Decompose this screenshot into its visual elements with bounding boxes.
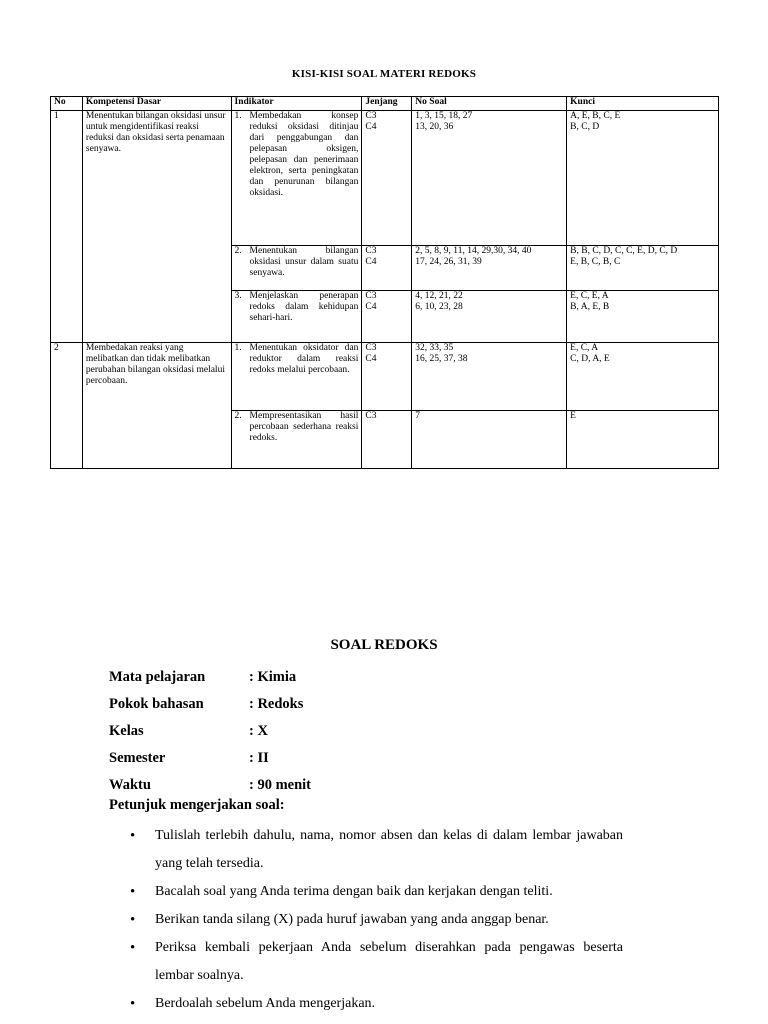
kunci-value: C, D, A, E	[570, 354, 610, 364]
kompetensi-cell: Menentukan bilangan oksidasi unsur untuk mengidentifikasi reaksi reduksi dan oksidasi serta penamaan senyawa.	[82, 111, 231, 343]
kunci-value: E, C, A	[570, 343, 599, 353]
meta-label: Waktu	[109, 777, 151, 793]
indikator-number: 2.	[234, 246, 242, 256]
indikator-cell	[231, 291, 362, 343]
jenjang-cell	[362, 343, 412, 411]
indikator-cell	[231, 411, 362, 469]
jenjang-value: C3	[365, 343, 377, 353]
no-soal-cell	[412, 246, 567, 291]
no-soal-cell	[412, 411, 567, 469]
kunci-cell	[567, 411, 719, 469]
row-no: 1	[51, 111, 83, 343]
indikator-cell	[231, 111, 362, 246]
indikator-cell	[231, 343, 362, 411]
indikator-text: Mempresentasikan hasil percobaan sederhana reaksi redoks.	[249, 411, 359, 443]
header-no-soal: No Soal	[412, 97, 567, 111]
header-jenjang: Jenjang	[362, 97, 412, 111]
no-soal-cell	[412, 343, 567, 411]
header-kunci: Kunci	[567, 97, 719, 111]
jenjang-value: C4	[365, 354, 377, 364]
kunci-cell	[567, 291, 719, 343]
no-soal-value: 2, 5, 8, 9, 11, 14, 29,30, 34, 40	[415, 246, 532, 256]
kunci-value: E, B, C, B, C	[570, 257, 621, 267]
indikator-text: Menentukan oksidator dan reduktor dalam reaksi redoks melalui percobaan.	[249, 343, 359, 375]
jenjang-cell	[362, 246, 412, 291]
indikator-text: Menentukan bilangan oksidasi unsur dalam suatu senyawa.	[249, 246, 359, 278]
kunci-value: E, C, E, A	[570, 291, 609, 301]
no-soal-value: 13, 20, 36	[415, 122, 454, 132]
jenjang-value: C4	[365, 302, 377, 312]
kunci-value: B, A, E, B	[570, 302, 610, 312]
kompetensi-cell: Membedakan reaksi yang melibatkan dan tidak melibatkan perubahan bilangan oksidasi melalui percobaan.	[82, 343, 231, 469]
soal-title: SOAL REDOKS	[330, 637, 438, 653]
meta-value: : X	[249, 723, 268, 739]
header-no: No	[51, 97, 83, 111]
no-soal-cell	[412, 111, 567, 246]
list-item: • Tulislah terlebih dahulu, nama, nomor absen dan kelas di dalam lembar jawaban yang telah tersedia.	[130, 822, 623, 878]
no-soal-cell	[412, 291, 567, 343]
indikator-number: 3.	[234, 291, 242, 301]
meta-row	[109, 718, 311, 745]
jenjang-value: C4	[365, 257, 377, 267]
jenjang-value: C3	[365, 291, 377, 301]
list-item: • Periksa kembali pekerjaan Anda sebelum diserahkan pada pengawas beserta lembar soalnya.	[130, 934, 623, 990]
header-indikator: Indikator	[231, 97, 362, 111]
indikator-text: Menjelaskan penerapan redoks dalam kehidupan sehari-hari.	[249, 291, 359, 323]
meta-value: : Redoks	[249, 696, 304, 712]
meta-row	[109, 745, 311, 772]
petunjuk-title: Petunjuk mengerjakan soal:	[109, 797, 285, 813]
kunci-cell	[567, 111, 719, 246]
table-row	[51, 343, 719, 411]
meta-label: Semester	[109, 750, 166, 766]
meta-label: Kelas	[109, 723, 144, 739]
jenjang-cell	[362, 291, 412, 343]
no-soal-value: 32, 33, 35	[415, 343, 454, 353]
meta-label: Pokok bahasan	[109, 696, 204, 712]
soal-meta	[109, 664, 311, 799]
row-no: 2	[51, 343, 83, 469]
jenjang-value: C3	[365, 246, 377, 256]
indikator-cell	[231, 246, 362, 291]
table-row	[51, 111, 719, 246]
table-header-row	[51, 97, 719, 111]
indikator-number: 1.	[234, 111, 242, 121]
list-item: • Berdoalah sebelum Anda mengerjakan.	[130, 990, 623, 1018]
kunci-value: E	[570, 411, 576, 421]
jenjang-value: C3	[365, 111, 377, 121]
header-kompetensi: Kompetensi Dasar	[82, 97, 231, 111]
meta-row	[109, 664, 311, 691]
meta-value: : II	[249, 750, 269, 766]
kunci-value: B, C, D	[570, 122, 600, 132]
jenjang-value: C3	[365, 411, 377, 421]
no-soal-value: 6, 10, 23, 28	[415, 302, 463, 312]
indikator-text: Membedakan konsep reduksi oksidasi ditinjau dari penggabungan dan pelepasan oksigen, pelepasan dan penerimaan elektron, serta peningkatan dan penurunan bilangan oksidasi.	[249, 111, 359, 198]
meta-value: : Kimia	[249, 669, 297, 685]
kisi-table	[50, 96, 719, 469]
indikator-number: 2.	[234, 411, 242, 421]
meta-row	[109, 772, 311, 799]
jenjang-value: C4	[365, 122, 377, 132]
no-soal-value: 4, 12, 21, 22	[415, 291, 463, 301]
no-soal-value: 7	[415, 411, 421, 421]
kunci-value: A, E, B, C, E	[570, 111, 621, 121]
meta-label: Mata pelajaran	[109, 669, 206, 685]
indikator-number: 1.	[234, 343, 242, 353]
meta-value: : 90 menit	[249, 777, 312, 793]
list-item: • Bacalah soal yang Anda terima dengan baik dan kerjakan dengan teliti.	[130, 878, 623, 906]
no-soal-value: 16, 25, 37, 38	[415, 354, 468, 364]
no-soal-value: 17, 24, 26, 31, 39	[415, 257, 482, 267]
jenjang-cell	[362, 111, 412, 246]
meta-row	[109, 691, 311, 718]
kunci-cell	[567, 343, 719, 411]
no-soal-value: 1, 3, 15, 18, 27	[415, 111, 473, 121]
kunci-value: B, B, C, D, C, C, E, D, C, D	[570, 246, 678, 256]
jenjang-cell	[362, 411, 412, 469]
petunjuk-list	[130, 822, 623, 1018]
kisi-title: KISI-KISI SOAL MATERI REDOKS	[291, 68, 477, 80]
list-item: • Berikan tanda silang (X) pada huruf jawaban yang anda anggap benar.	[130, 906, 623, 934]
kunci-cell	[567, 246, 719, 291]
